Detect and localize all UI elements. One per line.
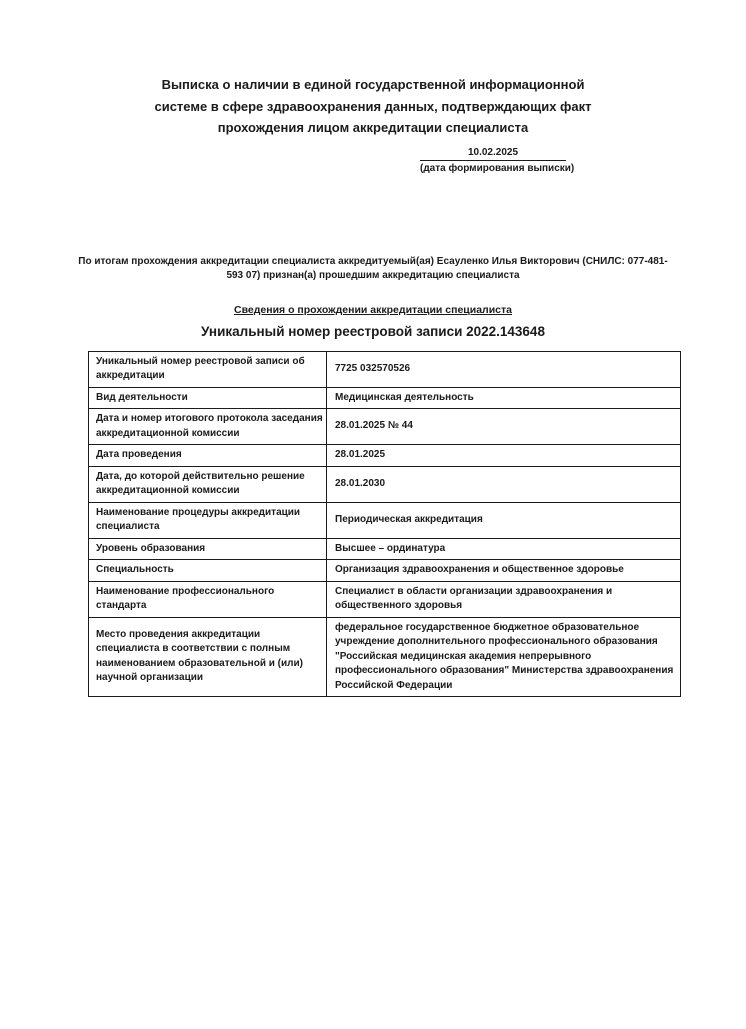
row-value-cell: 28.01.2030 — [327, 466, 681, 502]
row-value-cell: 7725 032570526 — [327, 351, 681, 387]
table-row — [89, 466, 681, 502]
extract-date-value: 10.02.2025 — [420, 146, 566, 161]
row-label-cell: Уникальный номер реестровой записи об аккредитации — [89, 351, 327, 387]
row-value-cell: Медицинская деятельность — [327, 387, 681, 409]
accreditation-result-line: 593 07) признан(а) прошедшим аккредитацию специалиста — [226, 270, 520, 281]
row-label-cell: Дата проведения — [89, 445, 327, 467]
accreditation-details-table — [88, 351, 681, 698]
row-label-cell: Дата, до которой действительно решение аккредитационной комиссии — [89, 466, 327, 502]
extract-date-block — [420, 146, 575, 176]
row-value-cell: 28.01.2025 № 44 — [327, 409, 681, 445]
row-value-cell: Специалист в области организации здравоохранения и общественного здоровья — [327, 581, 681, 617]
table-row — [89, 409, 681, 445]
row-value-cell: Организация здравоохранения и общественное здоровье — [327, 560, 681, 582]
row-label-cell: Наименование процедуры аккредитации специалиста — [89, 502, 327, 538]
table-row — [89, 581, 681, 617]
table-row — [89, 502, 681, 538]
row-label-cell: Вид деятельности — [89, 387, 327, 409]
document-title-line: системе в сфере здравоохранения данных, подтверждающих факт — [154, 98, 592, 114]
table-row — [89, 351, 681, 387]
row-label-cell: Специальность — [89, 560, 327, 582]
row-label-cell: Дата и номер итогового протокола заседания аккредитационной комиссии — [89, 409, 327, 445]
row-value-cell: 28.01.2025 — [327, 445, 681, 467]
registry-number-heading: Уникальный номер реестровой записи 2022.143648 — [201, 323, 545, 339]
document-title-line: прохождения лицом аккредитации специалиста — [217, 120, 529, 135]
row-label-cell: Уровень образования — [89, 538, 327, 560]
table-row — [89, 445, 681, 467]
row-value-cell: Высшее – ординатура — [327, 538, 681, 560]
row-value-cell: Периодическая аккредитация — [327, 502, 681, 538]
row-label-cell: Место проведения аккредитации специалиста в соответствии с полным наименованием образовательной и (или) научной организации — [89, 617, 327, 697]
document-title-line: Выписка о наличии в единой государственной информационной — [161, 77, 585, 92]
table-row — [89, 538, 681, 560]
document-title — [0, 74, 746, 139]
extract-date-label: (дата формирования выписки) — [420, 163, 575, 174]
row-value-cell: федеральное государственное бюджетное образовательное учреждение дополнительного профессионального образования "Российская медицинская академия непрерывного профессионального образования" Министерства здравоохранения Российской Федерации — [327, 617, 681, 697]
table-row — [89, 617, 681, 697]
section-heading: Сведения о прохождении аккредитации специалиста — [234, 303, 512, 316]
row-label-cell: Наименование профессионального стандарта — [89, 581, 327, 617]
table-row — [89, 387, 681, 409]
accreditation-result-line: По итогам прохождения аккредитации специалиста аккредитуемый(ая) Есауленко Илья Викторович (СНИЛС: 077-481- — [78, 255, 668, 267]
table-row — [89, 560, 681, 582]
accreditation-result-paragraph — [0, 255, 746, 284]
